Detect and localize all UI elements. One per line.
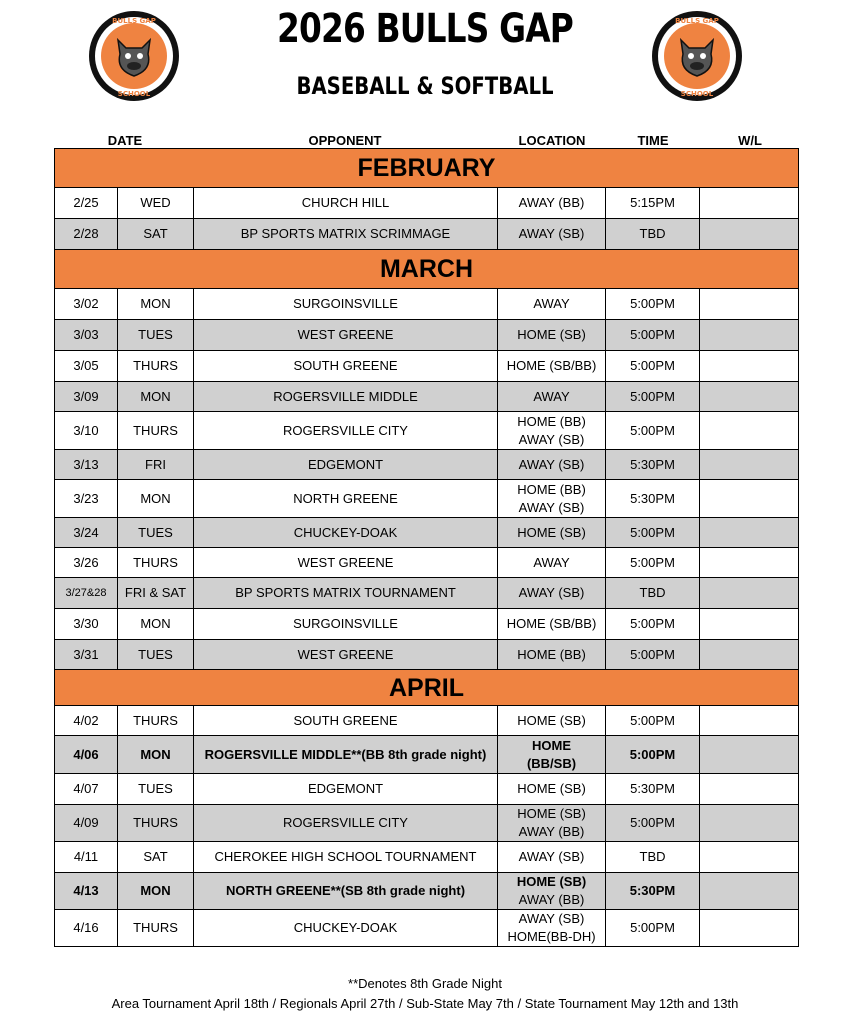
location-line: HOME (SB/BB)	[506, 616, 597, 631]
location-cell	[498, 219, 606, 250]
time-cell: 5:00PM	[606, 351, 700, 382]
table-row	[55, 351, 799, 382]
day-cell: THURS	[118, 412, 194, 450]
table-row	[55, 548, 799, 578]
opponent-cell: WEST GREENE	[194, 320, 498, 351]
day-cell: MON	[118, 609, 194, 640]
time-cell: 5:00PM	[606, 609, 700, 640]
location-cell	[498, 351, 606, 382]
table-row	[55, 910, 799, 947]
table-row	[55, 219, 799, 250]
location-cell	[498, 774, 606, 805]
page-title: 2026 BULLS GAP	[276, 6, 574, 52]
wl-cell[interactable]	[700, 289, 799, 320]
month-name: APRIL	[55, 670, 799, 706]
location-line: AWAY (SB)	[518, 226, 585, 241]
date-cell: 4/13	[55, 873, 118, 910]
location-cell	[498, 609, 606, 640]
wl-cell[interactable]	[700, 351, 799, 382]
time-cell: 5:30PM	[606, 450, 700, 480]
day-cell: MON	[118, 382, 194, 412]
time-cell: 5:30PM	[606, 774, 700, 805]
table-row	[55, 736, 799, 774]
location-line: AWAY (BB)	[518, 195, 585, 210]
column-header-wl: W/L	[738, 133, 762, 148]
time-cell: 5:00PM	[606, 320, 700, 351]
column-header-date: DATE	[107, 133, 143, 148]
opponent-cell: CHEROKEE HIGH SCHOOL TOURNAMENT	[194, 842, 498, 873]
location-cell	[498, 842, 606, 873]
location-line: AWAY (SB)	[518, 585, 585, 600]
date-cell: 2/25	[55, 188, 118, 219]
table-row	[55, 609, 799, 640]
table-row	[55, 320, 799, 351]
time-cell: 5:00PM	[606, 805, 700, 842]
opponent-cell: WEST GREENE	[194, 640, 498, 670]
opponent-cell: NORTH GREENE	[194, 480, 498, 518]
location-line: HOME	[532, 737, 571, 753]
day-cell: SAT	[118, 842, 194, 873]
svg-text:SCHOOL: SCHOOL	[117, 90, 151, 98]
opponent-cell: WEST GREENE	[194, 548, 498, 578]
date-cell: 4/11	[55, 842, 118, 873]
wl-cell[interactable]	[700, 412, 799, 450]
time-cell: TBD	[606, 842, 700, 873]
location-cell	[498, 188, 606, 219]
wl-cell[interactable]	[700, 842, 799, 873]
location-cell	[498, 480, 606, 518]
location-cell	[498, 450, 606, 480]
location-cell	[498, 873, 606, 910]
time-cell: 5:00PM	[606, 382, 700, 412]
location-cell	[498, 706, 606, 736]
table-row	[55, 518, 799, 548]
wl-cell[interactable]	[700, 548, 799, 578]
day-cell: THURS	[118, 351, 194, 382]
location-line: HOME (SB)	[517, 327, 586, 342]
opponent-cell: BP SPORTS MATRIX SCRIMMAGE	[194, 219, 498, 250]
table-row	[55, 450, 799, 480]
schedule-table	[54, 148, 799, 947]
location-line: AWAY (SB)	[518, 911, 585, 926]
location-line: AWAY (BB)	[518, 892, 585, 907]
location-line: HOME (SB/BB)	[506, 358, 597, 373]
day-cell: TUES	[118, 320, 194, 351]
column-header-opponent: OPPONENT	[308, 133, 382, 148]
date-cell: 3/27&28	[55, 578, 118, 609]
day-cell: TUES	[118, 518, 194, 548]
day-cell: THURS	[118, 805, 194, 842]
wl-cell[interactable]	[700, 578, 799, 609]
wl-cell[interactable]	[700, 910, 799, 947]
time-cell: 5:00PM	[606, 706, 700, 736]
location-line: HOME (BB)	[517, 646, 586, 662]
opponent-cell: ROGERSVILLE MIDDLE**(BB 8th grade night)	[194, 736, 498, 774]
wl-cell[interactable]	[700, 382, 799, 412]
wl-cell[interactable]	[700, 873, 799, 910]
date-cell: 3/10	[55, 412, 118, 450]
location-line: HOME (BB)	[517, 481, 586, 497]
day-cell: WED	[118, 188, 194, 219]
date-cell: 4/02	[55, 706, 118, 736]
table-row	[55, 640, 799, 670]
location-cell	[498, 382, 606, 412]
table-row	[55, 706, 799, 736]
date-cell: 3/30	[55, 609, 118, 640]
day-cell: THURS	[118, 706, 194, 736]
date-cell: 4/16	[55, 910, 118, 947]
time-cell: 5:00PM	[606, 518, 700, 548]
month-name: FEBRUARY	[55, 149, 799, 188]
wl-cell[interactable]	[700, 736, 799, 774]
date-cell: 3/23	[55, 480, 118, 518]
wl-cell[interactable]	[700, 518, 799, 548]
month-header-march	[55, 250, 799, 289]
month-header-february	[55, 149, 799, 188]
day-cell: MON	[118, 289, 194, 320]
date-cell: 2/28	[55, 219, 118, 250]
location-line: HOME (SB)	[517, 806, 586, 821]
time-cell: 5:30PM	[606, 873, 700, 910]
location-cell	[498, 320, 606, 351]
day-cell: SAT	[118, 219, 194, 250]
wl-cell[interactable]	[700, 450, 799, 480]
opponent-cell: BP SPORTS MATRIX TOURNAMENT	[194, 578, 498, 609]
time-cell: 5:00PM	[606, 289, 700, 320]
location-cell	[498, 736, 606, 774]
time-cell: 5:00PM	[606, 548, 700, 578]
opponent-cell: EDGEMONT	[194, 774, 498, 805]
location-line: AWAY (SB)	[518, 499, 585, 515]
table-row	[55, 188, 799, 219]
date-cell: 3/02	[55, 289, 118, 320]
time-cell: 5:15PM	[606, 188, 700, 219]
month-name: MARCH	[55, 250, 799, 289]
time-cell: TBD	[606, 578, 700, 609]
table-row	[55, 578, 799, 609]
time-cell: TBD	[606, 219, 700, 250]
location-line: HOME (SB)	[516, 874, 587, 889]
location-cell	[498, 640, 606, 670]
day-cell: TUES	[118, 774, 194, 805]
page-subtitle: BASEBALL & SOFTBALL	[296, 72, 554, 100]
day-cell: THURS	[118, 910, 194, 947]
opponent-cell: CHUCKEY-DOAK	[194, 910, 498, 947]
location-line: HOME (BB)	[517, 413, 586, 429]
table-row	[55, 412, 799, 450]
location-cell	[498, 412, 606, 450]
day-cell: TUES	[118, 640, 194, 670]
opponent-cell: ROGERSVILLE CITY	[194, 412, 498, 450]
table-row	[55, 842, 799, 873]
wl-cell[interactable]	[700, 805, 799, 842]
table-row	[55, 382, 799, 412]
svg-text:BULLS GAP: BULLS GAP	[675, 17, 719, 25]
wl-cell[interactable]	[700, 480, 799, 518]
wl-cell[interactable]	[700, 609, 799, 640]
location-line: AWAY	[533, 296, 570, 311]
date-cell: 4/07	[55, 774, 118, 805]
location-line: AWAY (BB)	[518, 824, 585, 839]
location-line: AWAY (SB)	[518, 456, 585, 472]
location-cell	[498, 289, 606, 320]
date-cell: 3/31	[55, 640, 118, 670]
opponent-cell: SOUTH GREENE	[194, 351, 498, 382]
wl-cell[interactable]	[700, 774, 799, 805]
day-cell: FRI & SAT	[118, 578, 194, 609]
date-cell: 3/13	[55, 450, 118, 480]
day-cell: FRI	[118, 450, 194, 480]
opponent-cell: ROGERSVILLE CITY	[194, 805, 498, 842]
location-line: AWAY	[533, 388, 570, 404]
location-cell	[498, 518, 606, 548]
time-cell: 5:30PM	[606, 480, 700, 518]
column-header-location: LOCATION	[518, 133, 586, 148]
opponent-cell: CHUCKEY-DOAK	[194, 518, 498, 548]
time-cell: 5:00PM	[606, 412, 700, 450]
day-cell: THURS	[118, 548, 194, 578]
wl-cell[interactable]	[700, 706, 799, 736]
opponent-cell: SOUTH GREENE	[194, 706, 498, 736]
wl-cell[interactable]	[700, 188, 799, 219]
date-cell: 4/06	[55, 736, 118, 774]
column-header-time: TIME	[637, 133, 669, 148]
svg-text:BULLS GAP: BULLS GAP	[112, 17, 156, 25]
table-row	[55, 873, 799, 910]
date-cell: 3/03	[55, 320, 118, 351]
table-row	[55, 289, 799, 320]
day-cell: MON	[118, 480, 194, 518]
location-line: HOME (SB)	[517, 524, 586, 540]
opponent-cell: NORTH GREENE**(SB 8th grade night)	[194, 873, 498, 910]
wl-cell[interactable]	[700, 640, 799, 670]
month-header-april	[55, 670, 799, 706]
opponent-cell: SURGOINSVILLE	[194, 609, 498, 640]
location-line: AWAY (SB)	[518, 431, 585, 447]
location-line: AWAY	[533, 554, 570, 570]
date-cell: 3/09	[55, 382, 118, 412]
day-cell: MON	[118, 873, 194, 910]
day-cell: MON	[118, 736, 194, 774]
date-cell: 4/09	[55, 805, 118, 842]
location-line: AWAY (SB)	[518, 849, 585, 864]
time-cell: 5:00PM	[606, 736, 700, 774]
opponent-cell: EDGEMONT	[194, 450, 498, 480]
location-line: (BB/SB)	[526, 755, 577, 771]
date-cell: 3/24	[55, 518, 118, 548]
location-cell	[498, 910, 606, 947]
table-row	[55, 480, 799, 518]
location-line: HOME(BB-DH)	[507, 929, 596, 944]
opponent-cell: SURGOINSVILLE	[194, 289, 498, 320]
wl-cell[interactable]	[700, 320, 799, 351]
time-cell: 5:00PM	[606, 910, 700, 947]
location-line: HOME (SB)	[517, 781, 586, 796]
table-row	[55, 774, 799, 805]
location-cell	[498, 805, 606, 842]
location-line: HOME (SB)	[517, 712, 586, 728]
wl-cell[interactable]	[700, 219, 799, 250]
date-cell: 3/26	[55, 548, 118, 578]
opponent-cell: CHURCH HILL	[194, 188, 498, 219]
svg-text:SCHOOL: SCHOOL	[680, 90, 714, 98]
footnote: **Denotes 8th Grade Night	[348, 976, 502, 991]
tournament-footer: Area Tournament April 18th / Regionals April 27th / Sub-State May 7th / State Tournament May 12th and 13th	[111, 996, 739, 1011]
location-cell	[498, 548, 606, 578]
date-cell: 3/05	[55, 351, 118, 382]
time-cell: 5:00PM	[606, 640, 700, 670]
location-cell	[498, 578, 606, 609]
opponent-cell: ROGERSVILLE MIDDLE	[194, 382, 498, 412]
table-row	[55, 805, 799, 842]
